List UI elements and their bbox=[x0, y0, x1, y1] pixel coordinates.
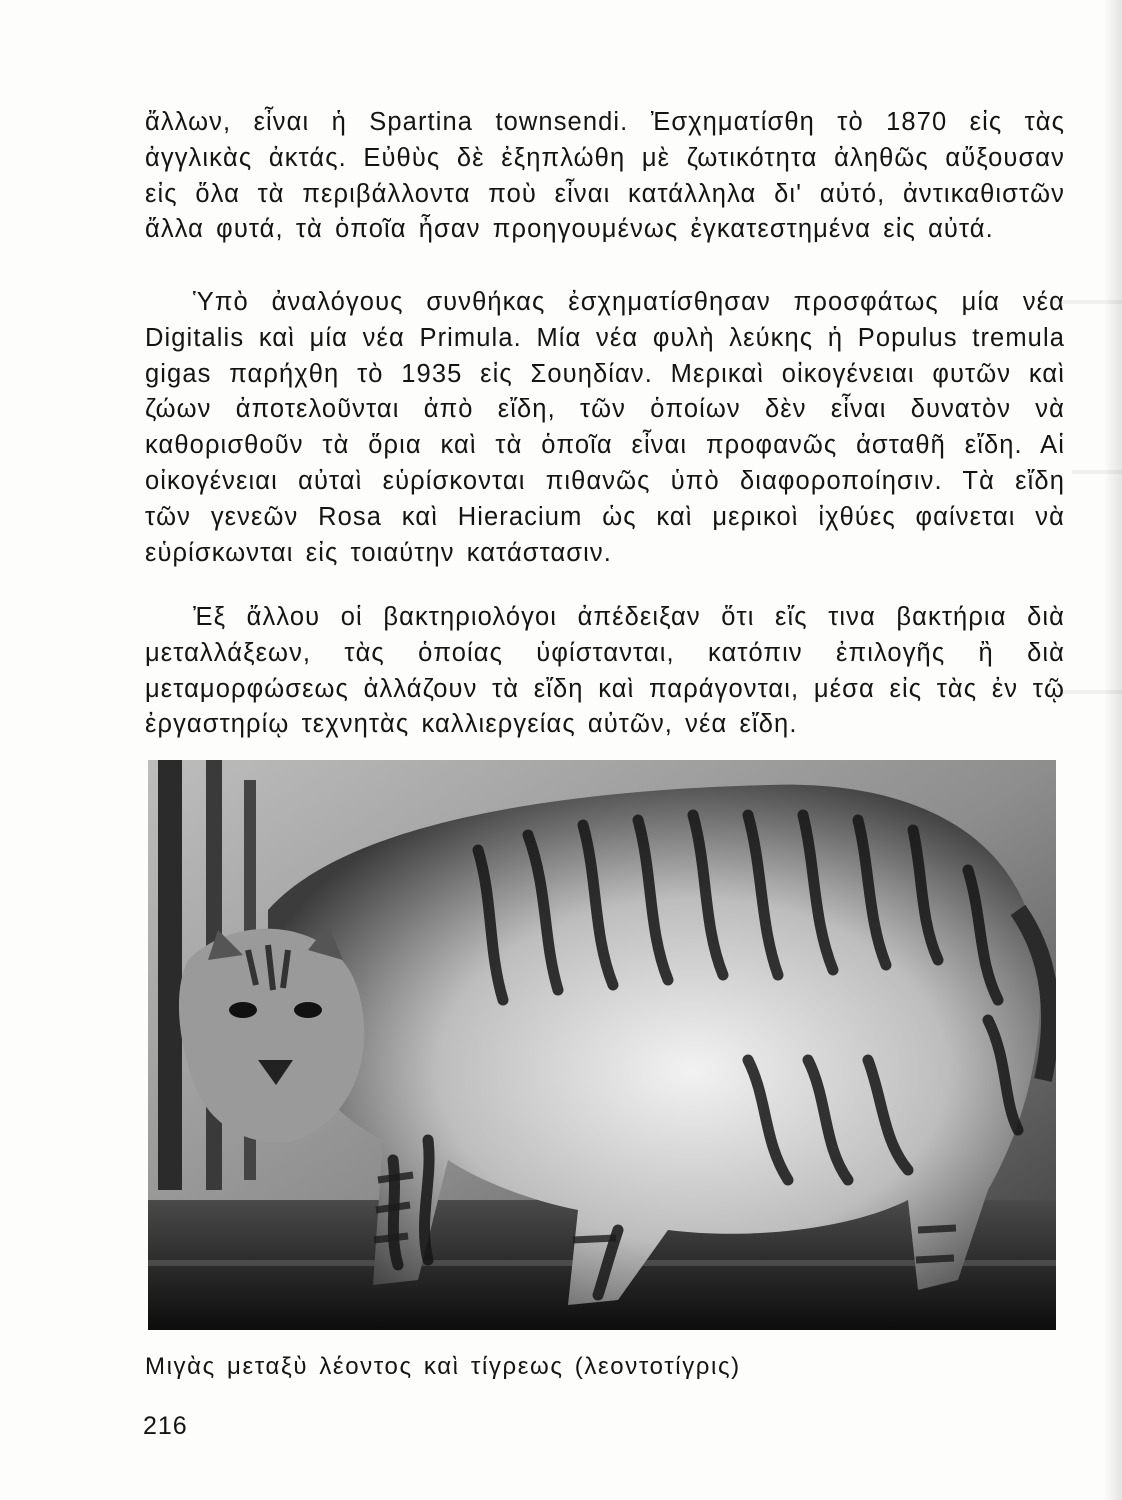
body-paragraph: Ὑπὸ ἀναλόγους συνθήκας ἐσχηματίσθησαν προσφάτως μία νέα Digitalis καὶ μία νέα Primula. Μία νέα φυλὴ λεύκης ἡ Populus tremula gigas παρήχθη τὸ 1935 εἰς Σουηδίαν. Μερικαὶ οἰκογένειαι φυτῶν καὶ ζώων ἀποτελοῦνται ἀπὸ εἴδη, τῶν ὁποίων δὲν εἶναι δυνατὸν νὰ καθορισθοῦν τὰ ὅρια καὶ τὰ ὁποῖα εἶναι προφανῶς ἀσταθῆ εἴδη. Αἱ οἰκογένειαι αὐταὶ εὑρίσκονται πιθανῶς ὑπὸ διαφοροποίησιν. Τὰ εἴδη τῶν γενεῶν Rosa καὶ Hieracium ὡς καὶ μερικοὶ ἰχθύες φαίνεται νὰ εὑρίσκωνται εἰς τοιαύτην κατάστασιν. bbox=[145, 288, 1065, 567]
page-number: 216 bbox=[143, 1412, 188, 1440]
bleed-through-mark bbox=[1072, 470, 1122, 474]
liger-photograph bbox=[148, 760, 1056, 1330]
bleed-through-mark bbox=[1062, 690, 1122, 694]
scan-edge-shadow bbox=[1104, 0, 1122, 1500]
figure-caption: Μιγὰς μεταξὺ λέοντος καὶ τίγρεως (λεοντοτίγρις) bbox=[145, 1353, 741, 1380]
body-paragraph: Ἐξ ἄλλου οἱ βακτηριολόγοι ἀπέδειξαν ὅτι εἴς τινα βακτήρια διὰ μεταλλάξεων, τὰς ὁποίας ὑφίστανται, κατόπιν ἐπιλογῆς ἢ διὰ μεταμορφώσεως ἀλλάζουν τὰ εἴδη καὶ παράγονται, μέσα εἰς τὰς ἐν τῷ ἐργαστηρίῳ τεχνητὰς καλλιεργείας αὐτῶν, νέα εἴδη. bbox=[145, 603, 1065, 739]
body-paragraph: ἄλλων, εἶναι ἡ Spartina townsendi. Ἐσχηματίσθη τὸ 1870 εἰς τὰς ἀγγλικὰς ἀκτάς. Εὐθὺς δὲ ἐξηπλώθη μὲ ζωτικότητα ἀληθῶς αὔξουσαν εἰς ὅλα τὰ περιβάλλοντα ποὺ εἶναι κατάλληλα δι' αὐτό, ἀντικαθιστῶν ἄλλα φυτά, τὰ ὁποῖα ἦσαν προηγουμένως ἐγκατεστημένα εἰς αὐτά. bbox=[145, 108, 1065, 244]
